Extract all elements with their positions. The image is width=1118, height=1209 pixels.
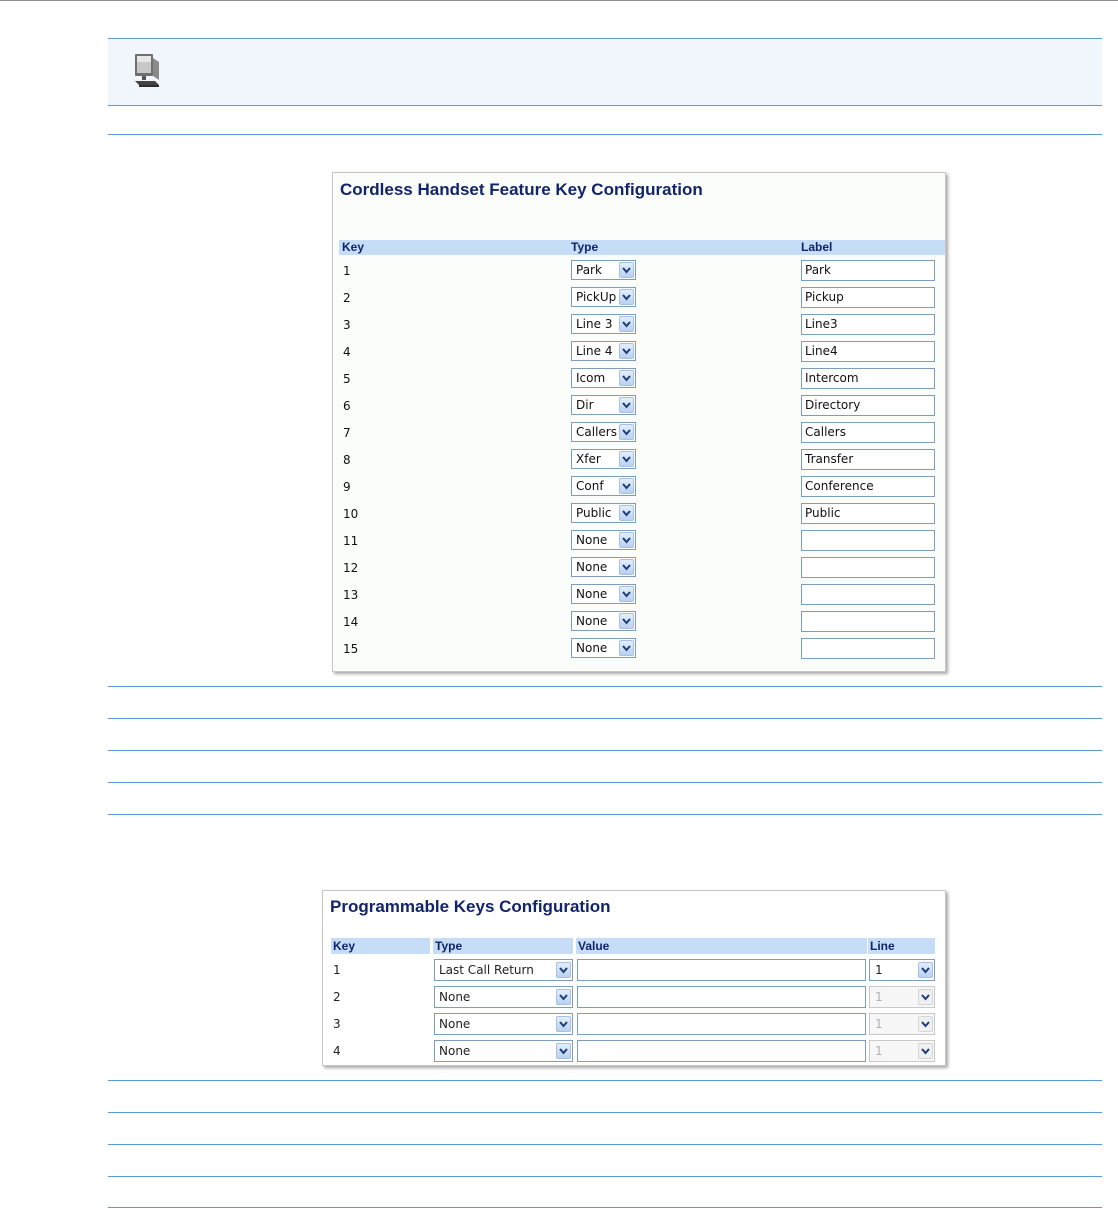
table-row [333,340,945,367]
key-number: 2 [343,291,351,305]
header-label: Label [801,240,833,254]
type-value: Park [576,263,602,277]
label-input[interactable] [801,341,935,362]
type-select[interactable] [571,287,636,307]
type-value: Last Call Return [439,963,534,977]
label-input[interactable] [801,368,935,389]
table-row [333,637,945,664]
header-key: Key [342,240,365,254]
divider [108,686,1102,687]
type-select[interactable] [571,584,636,604]
label-input[interactable] [801,638,935,659]
type-value: Line 4 [576,344,613,358]
key-number: 1 [333,963,341,977]
line-select[interactable] [869,959,935,981]
label-input[interactable] [801,287,935,308]
type-select[interactable] [571,449,636,469]
label-value: Line4 [805,344,838,358]
note-band [108,38,1102,106]
type-value: Line 3 [576,317,613,331]
chevron-down-icon[interactable] [619,343,634,359]
key-number: 8 [343,453,351,467]
label-input[interactable] [801,476,935,497]
programmable-keys-panel [322,890,946,1066]
line-value: 1 [875,990,883,1004]
chevron-down-icon[interactable] [619,586,634,602]
type-select[interactable] [571,422,636,442]
type-select[interactable] [571,368,636,388]
chevron-down-icon[interactable] [619,316,634,332]
table-row [323,959,945,986]
value-input[interactable] [577,986,866,1008]
header-line: Line [868,938,935,954]
chevron-down-icon [918,1043,933,1059]
type-select[interactable] [434,986,573,1008]
table-row [333,448,945,475]
label-value: Intercom [805,371,859,385]
header-type: Type [571,240,599,254]
top-rule [0,0,1118,1]
type-value: Callers [576,425,617,439]
table-row [323,1040,945,1067]
chevron-down-icon[interactable] [619,370,634,386]
chevron-down-icon[interactable] [556,1016,571,1032]
chevron-down-icon[interactable] [918,962,933,978]
divider [108,782,1102,783]
line-value: 1 [875,963,883,977]
type-value: Icom [576,371,606,385]
label-value: Park [805,263,831,277]
line-select [869,1040,935,1062]
type-value: None [576,587,608,601]
type-value: None [439,990,471,1004]
key-number: 5 [343,372,351,386]
type-value: Public [576,506,612,520]
label-value: Pickup [805,290,844,304]
label-input[interactable] [801,395,935,416]
type-value: PickUp [576,290,617,304]
key-number: 4 [343,345,351,359]
label-input[interactable] [801,260,935,281]
divider [108,1080,1102,1081]
type-select[interactable] [434,1040,573,1062]
key-number: 14 [343,615,359,629]
type-select[interactable] [571,341,636,361]
panel-title: Cordless Handset Feature Key Configuration [340,180,703,199]
table-row [333,583,945,610]
type-value: None [576,560,608,574]
chevron-down-icon[interactable] [619,478,634,494]
label-input[interactable] [801,314,935,335]
line-value: 1 [875,1017,883,1031]
type-select[interactable] [571,314,636,334]
type-value: None [576,614,608,628]
type-select[interactable] [571,557,636,577]
key-number: 13 [343,588,359,602]
table-header [339,240,945,255]
type-select[interactable] [571,476,636,496]
header-value: Value [576,938,867,954]
type-select[interactable] [571,530,636,550]
cordless-feature-key-panel [332,172,946,672]
chevron-down-icon[interactable] [619,451,634,467]
chevron-down-icon[interactable] [619,505,634,521]
label-value: Transfer [805,452,854,466]
divider [108,718,1102,719]
type-select[interactable] [434,1013,573,1035]
divider [108,1112,1102,1113]
key-number: 10 [343,507,359,521]
table-row [333,313,945,340]
type-value: None [576,641,608,655]
label-input[interactable] [801,422,935,443]
key-number: 11 [343,534,359,548]
type-select[interactable] [571,260,636,280]
type-value: Conf [576,479,604,493]
divider [108,814,1102,815]
type-value: Xfer [576,452,601,466]
key-number: 15 [343,642,359,656]
table-row [333,556,945,583]
table-row [333,286,945,313]
key-number: 3 [333,1017,341,1031]
table-row [323,986,945,1013]
label-input[interactable] [801,557,935,578]
table-row [333,610,945,637]
type-select[interactable] [571,395,636,415]
label-value: Public [805,506,841,520]
computer-icon [131,51,163,91]
type-select[interactable] [571,611,636,631]
type-select[interactable] [571,638,636,658]
key-number: 7 [343,426,351,440]
table-row [333,421,945,448]
label-input[interactable] [801,584,935,605]
header-type: Type [433,938,573,954]
divider [108,134,1102,135]
header-key: Key [331,938,430,954]
table-row [333,394,945,421]
divider [108,1207,1102,1208]
type-value: Dir [576,398,594,412]
key-number: 12 [343,561,359,575]
label-value: Directory [805,398,861,412]
key-number: 9 [343,480,351,494]
label-value: Line3 [805,317,838,331]
key-number: 4 [333,1044,341,1058]
type-value: None [576,533,608,547]
line-select [869,986,935,1008]
chevron-down-icon[interactable] [619,397,634,413]
chevron-down-icon[interactable] [556,1043,571,1059]
chevron-down-icon[interactable] [619,559,634,575]
value-input[interactable] [577,1013,866,1035]
key-number: 3 [343,318,351,332]
divider [108,1144,1102,1145]
label-value: Callers [805,425,846,439]
chevron-down-icon[interactable] [556,989,571,1005]
line-select [869,1013,935,1035]
label-value: Conference [805,479,874,493]
panel-title: Programmable Keys Configuration [330,897,611,916]
value-input[interactable] [577,959,866,981]
key-number: 1 [343,264,351,278]
line-value: 1 [875,1044,883,1058]
key-number: 6 [343,399,351,413]
table-row [333,259,945,286]
chevron-down-icon[interactable] [619,262,634,278]
label-input[interactable] [801,449,935,470]
chevron-down-icon[interactable] [619,532,634,548]
label-input[interactable] [801,530,935,551]
table-row [333,475,945,502]
divider [108,1176,1102,1177]
chevron-down-icon[interactable] [619,613,634,629]
label-input[interactable] [801,611,935,632]
type-select[interactable] [434,959,573,981]
chevron-down-icon[interactable] [619,289,634,305]
chevron-down-icon[interactable] [619,640,634,656]
chevron-down-icon[interactable] [556,962,571,978]
type-select[interactable] [571,503,636,523]
chevron-down-icon[interactable] [619,424,634,440]
key-number: 2 [333,990,341,1004]
label-input[interactable] [801,503,935,524]
value-input[interactable] [577,1040,866,1062]
table-row [333,502,945,529]
type-value: None [439,1017,471,1031]
table-row [333,367,945,394]
table-row [323,1013,945,1040]
chevron-down-icon [918,1016,933,1032]
type-value: None [439,1044,471,1058]
table-row [333,529,945,556]
divider [108,750,1102,751]
chevron-down-icon [918,989,933,1005]
